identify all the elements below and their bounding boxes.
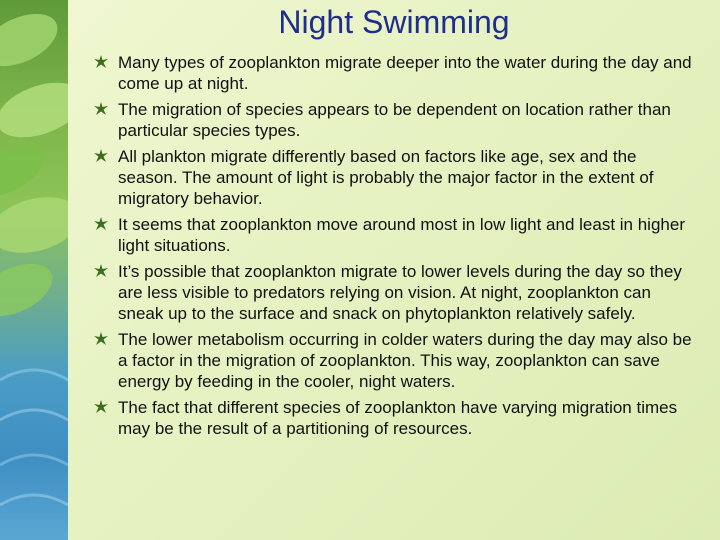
list-item: [94, 52, 694, 94]
bullet-text: All plankton migrate differently based on factors like age, sex and the season. The amount of light is probably the major factor in the extent of migratory behavior.: [118, 147, 654, 208]
list-item: [94, 329, 694, 392]
bullet-text: Many types of zooplankton migrate deeper into the water during the day and come up at night.: [118, 53, 692, 93]
list-item: [94, 214, 694, 256]
leaves-water-image: [0, 0, 68, 540]
leaf-star-bullet-icon: [94, 55, 108, 69]
bullet-text: The migration of species appears to be dependent on location rather than particular species types.: [118, 100, 671, 140]
bullet-text: The lower metabolism occurring in colder waters during the day may also be a factor in the migration of zooplankton. This way, zooplankton can save energy by feeding in the cooler, night waters.: [118, 330, 692, 391]
leaves-water-decoration: [0, 0, 68, 540]
leaf-star-bullet-icon: [94, 264, 108, 278]
bullet-text: The fact that different species of zooplankton have varying migration times may be the result of a partitioning of resources.: [118, 398, 678, 438]
list-item: [94, 99, 694, 141]
slide-title: Night Swimming: [278, 4, 510, 40]
leaf-star-bullet-icon: [94, 217, 108, 231]
bullet-list: [94, 52, 694, 444]
list-item: [94, 397, 694, 439]
leaf-star-bullet-icon: [94, 149, 108, 163]
leaf-star-bullet-icon: [94, 332, 108, 346]
leaf-star-bullet-icon: [94, 400, 108, 414]
leaf-star-bullet-icon: [94, 102, 108, 116]
list-item: [94, 146, 694, 209]
bullet-text: It seems that zooplankton move around most in low light and least in higher light situations.: [118, 215, 685, 255]
bullet-text: It’s possible that zooplankton migrate to lower levels during the day so they are less visible to predators relying on vision. At night, zooplankton can sneak up to the surface and snack on phytoplankton relatively safely.: [118, 262, 682, 323]
list-item: [94, 261, 694, 324]
